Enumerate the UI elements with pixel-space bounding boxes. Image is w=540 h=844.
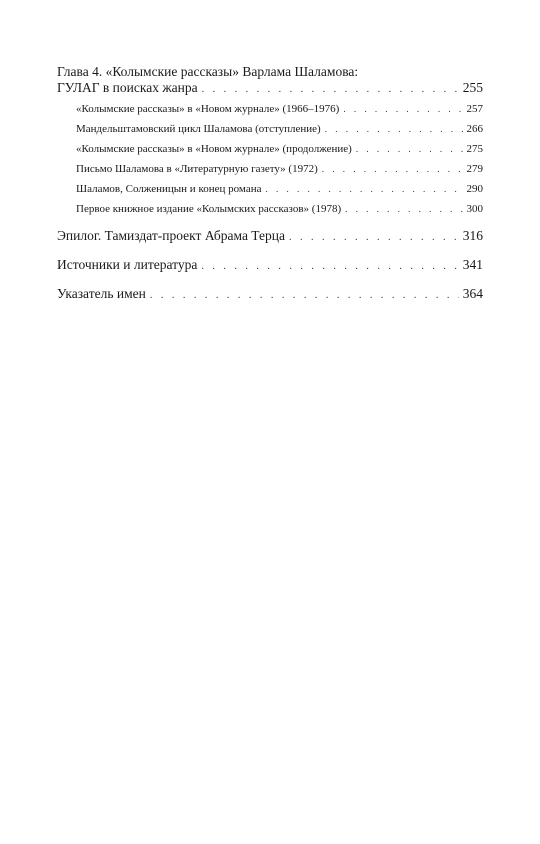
dot-leader xyxy=(265,182,462,196)
section-title: Мандельштамовский цикл Шаламова (отступление) xyxy=(76,123,321,135)
dot-leader xyxy=(150,288,459,304)
dot-leader xyxy=(356,142,463,156)
chapter-entry xyxy=(57,80,483,98)
section-title: Письмо Шаламова в «Литературную газету» (1972) xyxy=(76,163,318,175)
epilogue-entry xyxy=(57,228,483,246)
section-page-number: 300 xyxy=(466,203,483,215)
index-entry xyxy=(57,286,483,304)
chapter-title-line-1: Глава 4. «Колымские рассказы» Варлама Шаламова: xyxy=(57,64,359,79)
dot-leader xyxy=(289,230,459,246)
chapter-page-number: 255 xyxy=(462,80,483,95)
section-entry xyxy=(57,202,483,216)
entry-title: Источники и литература xyxy=(57,257,198,272)
dot-leader xyxy=(202,82,459,98)
section-list xyxy=(57,102,483,216)
section-entry xyxy=(57,162,483,176)
entry-page-number: 364 xyxy=(462,286,483,301)
dot-leader xyxy=(343,102,462,116)
dot-leader xyxy=(345,202,462,216)
entry-page-number: 341 xyxy=(462,257,483,272)
section-entry xyxy=(57,122,483,136)
section-page-number: 266 xyxy=(466,123,483,135)
section-entry xyxy=(57,102,483,116)
chapter-title-line-2: ГУЛАГ в поисках жанра xyxy=(57,80,198,95)
section-entry xyxy=(57,142,483,156)
section-page-number: 290 xyxy=(466,183,483,195)
section-page-number: 257 xyxy=(466,103,483,115)
section-title: Шаламов, Солженицын и конец романа xyxy=(76,183,262,195)
entry-title: Эпилог. Тамиздат-проект Абрама Терца xyxy=(57,228,285,243)
entry-page-number: 316 xyxy=(462,228,483,243)
section-page-number: 279 xyxy=(466,163,483,175)
dot-leader xyxy=(325,122,463,136)
entry-title: Указатель имен xyxy=(57,286,146,301)
dot-leader xyxy=(201,259,458,275)
section-title: «Колымские рассказы» в «Новом журнале» (1966–1976) xyxy=(76,103,340,115)
dot-leader xyxy=(322,162,463,176)
table-of-contents xyxy=(57,64,483,304)
sources-entry xyxy=(57,257,483,275)
section-title: Первое книжное издание «Колымских рассказов» (1978) xyxy=(76,203,342,215)
section-entry xyxy=(57,182,483,196)
section-title: «Колымские рассказы» в «Новом журнале» (продолжение) xyxy=(76,143,352,155)
section-page-number: 275 xyxy=(466,143,483,155)
